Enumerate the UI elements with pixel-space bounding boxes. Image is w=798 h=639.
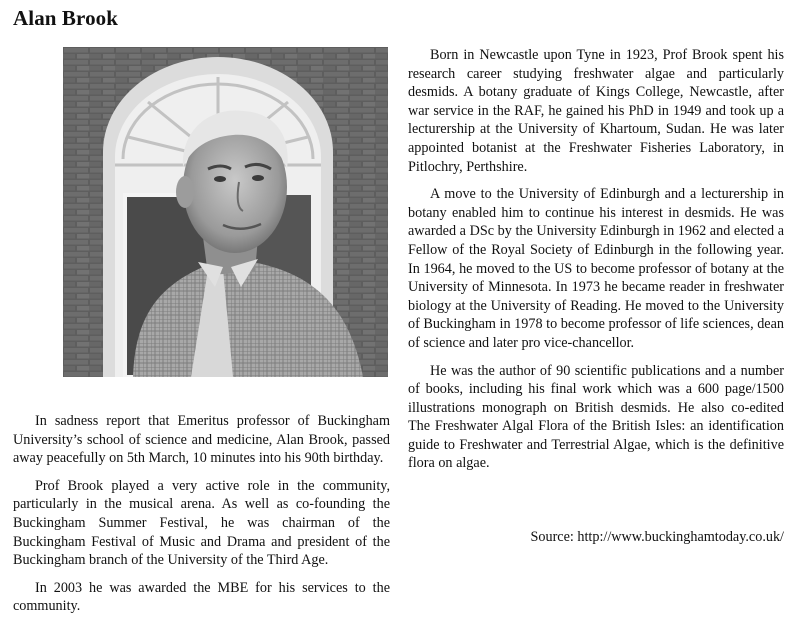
right-column (408, 46, 784, 482)
portrait-image (63, 47, 388, 377)
left-column (13, 412, 390, 625)
paragraph-mbe-award: In 2003 he was awarded the MBE for his services to the community. (13, 579, 390, 615)
paragraph-academic-career: A move to the University of Edinburgh and a lecturership in botany enabled him to continue his interest in desmids. He was awarded a DSc by the University Edinburgh in 1962 and elected a Fellow of the Royal Society of Edinburgh in the following year. In 1964, he moved to the US to become professor of botany at the University of Minnesota. In 1973 he became reader in freshwater biology at the University of Reading. He moved to the University of Buckingham in 1978 to become professor of life sciences, dean of science and later pro vice-chancellor. (408, 186, 784, 351)
paragraph-community-role: Prof Brook played a very active role in the community, particularly in the musical arena. As well as co-founding the Buckingham Summer Festival, he was chairman of the Buckingham Festival of Music and Drama and president of the Buckingham branch of the University of the Third Age. (13, 477, 390, 569)
paragraph-obituary-intro: In sadness report that Emeritus professor of Buckingham University’s school of science and medicine, Alan Brook, passed away peacefully on 5th March, 10 minutes into his 90th birthday. (13, 413, 390, 467)
paragraph-publications: He was the author of 90 scientific publications and a number of books, including his final work which was a 600 page/1500 illustrations monograph on British desmids. He also co-edited The Freshwater Algal Flora of the British Isles: an identification guide to Freshwater and Terrestrial Algae, which is the definitive flora on algae. (408, 362, 784, 472)
portrait-photo (63, 47, 388, 377)
source-citation: Source: http://www.buckinghamtoday.co.uk/ (530, 529, 784, 545)
article-title: Alan Brook (13, 6, 119, 30)
paragraph-early-career: Born in Newcastle upon Tyne in 1923, Prof Brook spent his research career studying freshwater algae and particularly desmids. A botany graduate of Kings College, Newcastle, after war service in the RAF, he gained his PhD in 1949 and took up a lecturership at the University of Khartoum, Sudan. He was later appointed botanist at the Freshwater Fisheries Laboratory, in Pitlochry, Perthshire. (408, 47, 784, 175)
